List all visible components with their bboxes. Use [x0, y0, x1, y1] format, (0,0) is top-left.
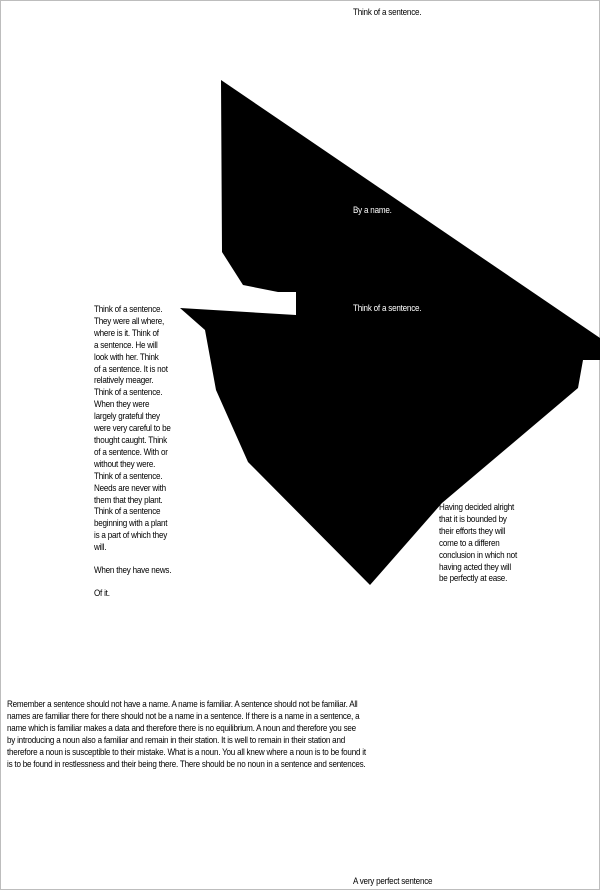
- paragraph-line: Remember a sentence should not have a name. A name is familiar. A sentence should not be familiar. All: [7, 698, 358, 709]
- footer-line: A very perfect sentence: [353, 875, 433, 886]
- left-line: relatively meager.: [94, 374, 154, 386]
- right-line: come to a differen: [439, 536, 500, 548]
- left-line: Think of a sentence.: [94, 386, 163, 398]
- left-line: They were all where,: [94, 314, 165, 326]
- top-line-4: Think of a sentence.: [353, 302, 422, 313]
- left-line: where is it. Think of: [94, 326, 159, 338]
- right-line: that it is bounded by: [439, 512, 507, 524]
- left-line: largely grateful they: [94, 410, 160, 422]
- paragraph-line: names are familiar there for there should not be a name in a sentence. If there is a name in a sentence, a: [7, 709, 360, 721]
- left-line: beginning with a plant: [94, 517, 168, 529]
- left-line: will.: [94, 541, 107, 553]
- top-line-3: By a name.: [353, 204, 392, 215]
- paragraph-line: by introducing a noun also a familiar and remain in their station. It is well to remain in their station and: [7, 733, 345, 745]
- left-line: Think of a sentence.: [94, 303, 163, 314]
- right-line: having acted they will: [439, 560, 511, 572]
- top-line-2: She will call her.: [353, 104, 407, 115]
- left-line: a sentence. He will: [94, 338, 158, 350]
- right-line: conclusion in which not: [439, 548, 517, 560]
- left-line: Needs are never with: [94, 481, 166, 493]
- left-line: of a sentence. It is not: [94, 362, 168, 374]
- top-line-1: Think of a sentence.: [353, 6, 422, 17]
- right-line: Having decided alright: [439, 501, 515, 512]
- right-line: be perfectly at ease.: [439, 572, 508, 584]
- left-line: is a part of which they: [94, 529, 168, 541]
- left-line: without they were.: [94, 457, 156, 469]
- left-line: were very careful to be: [94, 422, 171, 434]
- left-line: thought caught. Think: [94, 433, 167, 445]
- body-paragraph: [7, 698, 366, 769]
- left-line: look with her. Think: [94, 350, 159, 362]
- right-text-column: [439, 501, 517, 584]
- paragraph-line: therefore a noun is susceptible to their mistake. What is a noun. You all knew where a noun is to be found it: [7, 745, 366, 757]
- left-line: them that they plant.: [94, 493, 163, 505]
- left-line: Think of a sentence: [94, 505, 161, 517]
- right-line: their efforts they will: [439, 524, 506, 536]
- left-line-news: When they have news.: [94, 564, 172, 576]
- left-line-of-it: Of it.: [94, 586, 110, 598]
- paragraph-line: is to be found in restlessness and their being there. There should be no noun in a sentence and sentences.: [7, 757, 366, 769]
- left-line: Think of a sentence.: [94, 469, 163, 481]
- paragraph-line: name which is familiar makes a data and therefore there is no equilibrium. A noun and therefore you see: [7, 721, 356, 733]
- left-line: When they were: [94, 398, 150, 410]
- left-text-column: [94, 303, 171, 599]
- left-line: of a sentence. With or: [94, 445, 168, 457]
